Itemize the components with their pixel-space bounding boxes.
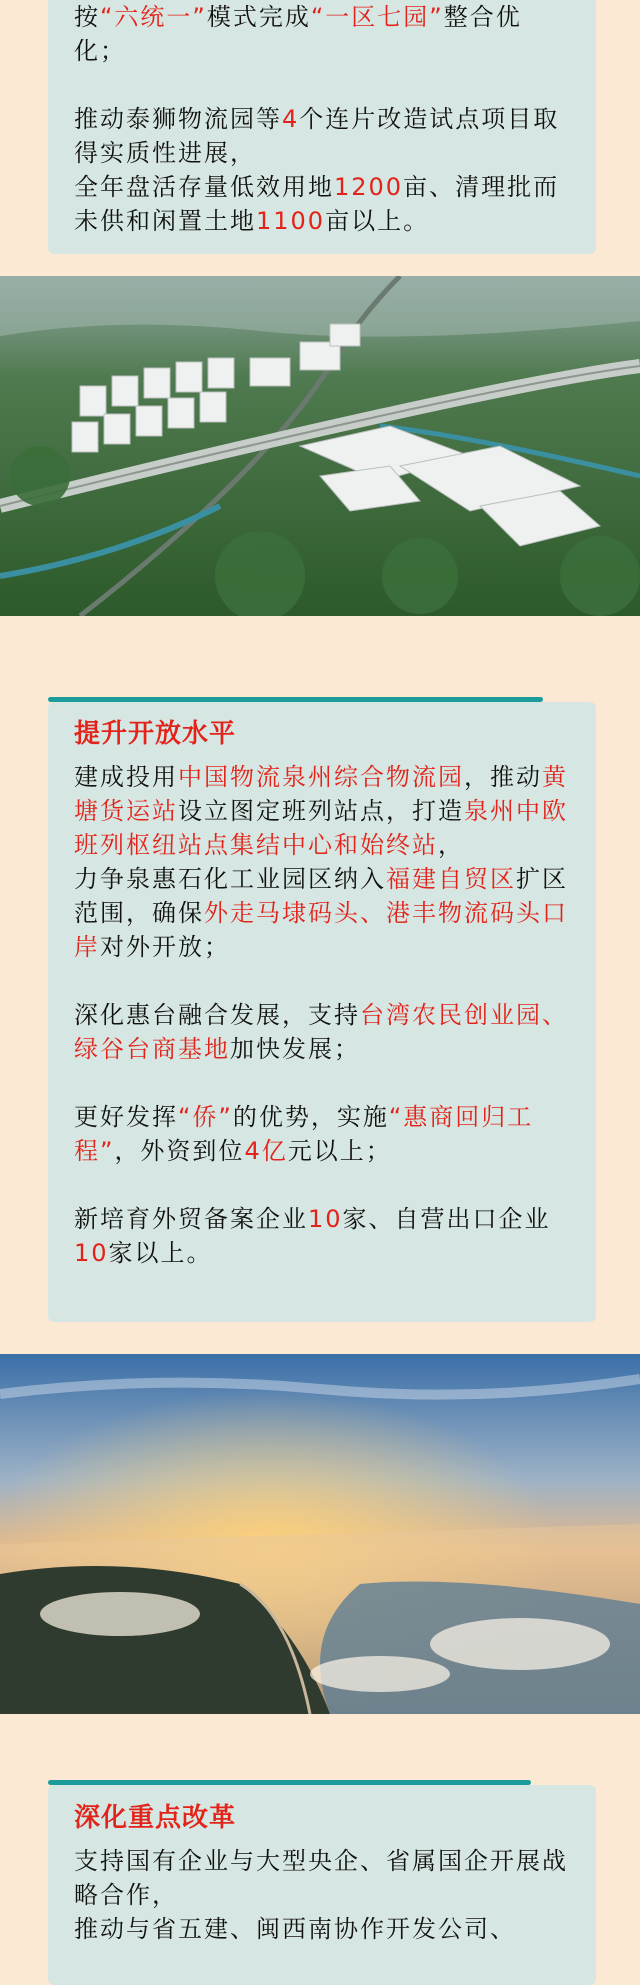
highlight-text: 1100 <box>256 207 326 235</box>
body-text: 的优势，实施 <box>232 1103 389 1131</box>
body-text: 推动泰狮物流园等 <box>74 105 282 133</box>
body-text: 深化惠台融合发展，支持 <box>74 1001 360 1029</box>
body-text: 力争泉惠石化工业园区纳入 <box>74 865 386 893</box>
highlight-text: 10 <box>308 1205 343 1233</box>
body-text: 亩以上。 <box>325 207 430 235</box>
body-text: 家、自营出口企业 <box>342 1205 551 1233</box>
body-text: 新培育外贸备案企业 <box>74 1205 308 1233</box>
body-text: 对外开放； <box>100 933 230 961</box>
paragraph <box>74 1844 570 1946</box>
highlight-text: 1200 <box>334 173 404 201</box>
highlight-text: 外走马埭码头、港丰物流码头口岸 <box>74 899 568 961</box>
section-title: 提升开放水平 <box>74 719 237 749</box>
highlight-text: “惠商回归工程” <box>74 1103 534 1165</box>
section1-text <box>74 0 570 238</box>
highlight-text: “侨” <box>178 1103 233 1131</box>
highlight-text: 中国物流泉州综合物流园 <box>178 763 464 791</box>
body-text: 设立图定班列站点，打造 <box>178 797 464 825</box>
highlight-text: 福建自贸区 <box>386 865 516 893</box>
body-text: ，外资到位 <box>114 1137 245 1165</box>
paragraph <box>74 1100 570 1168</box>
body-text: ， <box>438 831 464 859</box>
body-text: 更好发挥 <box>74 1103 178 1131</box>
body-text: 按 <box>74 3 100 31</box>
body-text: 家以上。 <box>108 1239 213 1267</box>
body-text: 推动与省五建、闽西南协作开发公司、 <box>74 1915 516 1943</box>
body-text: 亩、清理批而未供和闲置土地 <box>74 173 560 235</box>
paragraph <box>74 760 570 964</box>
body-text: ，推动 <box>464 763 542 791</box>
paragraph <box>74 1202 570 1270</box>
aerial-industrial-park-photo <box>0 276 640 616</box>
highlight-text: 黄塘货运站 <box>74 763 568 825</box>
body-text: 建成投用 <box>74 763 178 791</box>
highlight-text: 台湾农民创业园、绿谷台商基地 <box>74 1001 568 1063</box>
body-text: 全年盘活存量低效用地 <box>74 173 334 201</box>
body-text: 元以上； <box>287 1137 392 1165</box>
highlight-text: 泉州中欧班列枢纽站点集结中心和始终站 <box>74 797 568 859</box>
body-text: 整合优化； <box>74 3 522 65</box>
body-text: 扩区范围，确保 <box>74 865 568 927</box>
highlight-text: “一区七园” <box>310 3 444 31</box>
body-text: 模式完成 <box>206 3 311 31</box>
highlight-text: 10 <box>74 1239 109 1267</box>
paragraph <box>74 998 570 1066</box>
highlight-text: 4 <box>282 105 300 133</box>
paragraph <box>74 0 570 68</box>
section3-text <box>74 1800 570 1946</box>
body-text: 支持国有企业与大型央企、省属国企开展战略合作， <box>74 1847 568 1909</box>
section-title: 深化重点改革 <box>74 1803 237 1833</box>
body-text: 个连片改造试点项目取得实质性进展， <box>74 105 560 167</box>
coastal-sunrise-photo <box>0 1354 640 1714</box>
section2-text <box>74 716 570 1270</box>
paragraph <box>74 102 570 238</box>
highlight-text: 4亿 <box>244 1137 288 1165</box>
highlight-text: “六统一” <box>100 3 207 31</box>
body-text: 加快发展； <box>230 1035 360 1063</box>
